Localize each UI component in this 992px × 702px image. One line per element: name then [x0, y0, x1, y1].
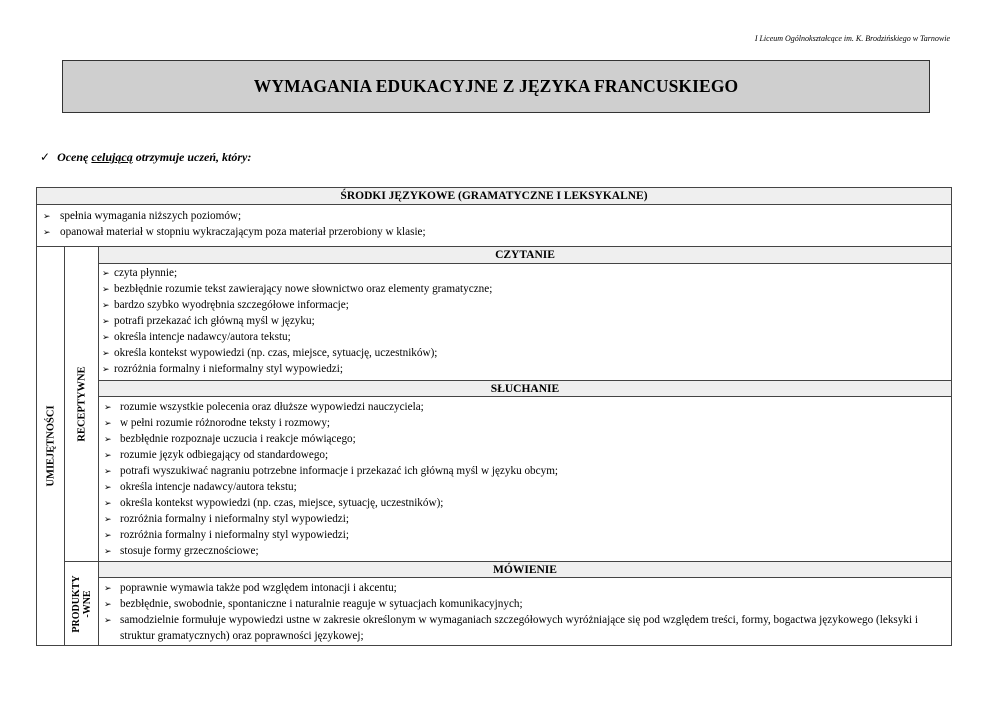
arrow-icon: ➢	[102, 348, 110, 358]
arrow-icon: ➢	[104, 482, 112, 492]
grade-prefix: Ocenę	[57, 150, 89, 164]
check-icon: ✓	[40, 150, 51, 164]
arrow-icon: ➢	[104, 615, 112, 625]
arrow-icon: ➢	[102, 332, 110, 342]
srodki-list	[37, 205, 951, 247]
arrow-icon: ➢	[104, 546, 112, 556]
arrow-icon: ➢	[104, 583, 112, 593]
list-item: ➢ rozumie język odbiegający od standardowego;	[104, 449, 329, 461]
list-item: ➢ określa kontekst wypowiedzi (np. czas, miejsce, sytuację, uczestników);	[102, 347, 438, 359]
list-item: ➢ potrafi przekazać ich główną myśl w języku;	[102, 315, 315, 327]
sluchanie-list	[99, 398, 951, 562]
list-item: ➢ samodzielnie formułuje wypowiedzi ustne w zakresie określonym w wymaganiach szczegółowych wyróżniające się pod względem treści, formy, bogactwa językowego (leksyki i struktur gramatycznych) oraz poprawności językowej;	[104, 614, 918, 642]
arrow-icon: ➢	[104, 434, 112, 444]
arrow-icon: ➢	[104, 599, 112, 609]
section-header-mowienie: MÓWIENIE	[99, 561, 951, 578]
arrow-icon: ➢	[104, 402, 112, 412]
section-header-sluchanie: SŁUCHANIE	[99, 380, 951, 397]
arrow-icon: ➢	[102, 364, 110, 374]
grade-line	[40, 150, 251, 165]
list-item: ➢ bardzo szybko wyodrębnia szczegółowe informacje;	[102, 299, 349, 311]
grade-suffix: otrzymuje uczeń, który:	[135, 150, 252, 164]
arrow-icon: ➢	[102, 316, 110, 326]
arrow-icon: ➢	[104, 514, 112, 524]
list-item: ➢ określa intencje nadawcy/autora tekstu;	[102, 331, 291, 343]
list-item: ➢ stosuje formy grzecznościowe;	[104, 545, 259, 557]
section-header-srodki: ŚRODKI JĘZYKOWE (GRAMATYCZNE I LEKSYKALNE)	[37, 188, 951, 205]
page-title: WYMAGANIA EDUKACYJNE Z JĘZYKA FRANCUSKIEGO	[62, 60, 930, 113]
list-item: ➢ określa kontekst wypowiedzi (np. czas, miejsce, sytuację, uczestników);	[104, 497, 444, 509]
requirements-table	[36, 187, 952, 646]
produktywne-label: PRODUKTY -WNE	[70, 574, 93, 633]
produktywne-column	[65, 562, 99, 645]
arrow-icon: ➢	[102, 284, 110, 294]
mowienie-list	[99, 579, 951, 645]
umiejetnosci-label: UMIEJĘTNOŚCI	[45, 405, 56, 487]
list-item: ➢ rozróżnia formalny i nieformalny styl wypowiedzi;	[102, 363, 343, 375]
receptywne-label: RECEPTYWNE	[76, 366, 87, 442]
arrow-icon: ➢	[104, 418, 112, 428]
list-item: ➢ rozumie wszystkie polecenia oraz dłuższe wypowiedzi nauczyciela;	[104, 401, 424, 413]
arrow-icon: ➢	[104, 530, 112, 540]
list-item: ➢ bezbłędnie, swobodnie, spontaniczne i naturalnie reaguje w sytuacjach komunikacyjnych;	[104, 598, 523, 610]
school-name: I Liceum Ogólnokształcące im. K. Brodzińskiego w Tarnowie	[754, 34, 950, 43]
grade-name: celującą	[91, 150, 133, 164]
arrow-icon: ➢	[104, 450, 112, 460]
arrow-icon: ➢	[43, 211, 51, 221]
receptywne-column	[65, 247, 99, 562]
umiejetnosci-column	[37, 247, 65, 645]
list-item: ➢ rozróżnia formalny i nieformalny styl wypowiedzi;	[104, 513, 349, 525]
list-item: ➢ bezbłędnie rozumie tekst zawierający nowe słownictwo oraz elementy gramatyczne;	[102, 283, 493, 295]
arrow-icon: ➢	[104, 466, 112, 476]
arrow-icon: ➢	[102, 268, 110, 278]
list-item: ➢ poprawnie wymawia także pod względem intonacji i akcentu;	[104, 582, 397, 594]
skills-area	[99, 247, 951, 645]
arrow-icon: ➢	[104, 498, 112, 508]
list-item: ➢ w pełni rozumie różnorodne teksty i rozmowy;	[104, 417, 331, 429]
list-item: ➢ czyta płynnie;	[102, 267, 178, 279]
section-header-czytanie: CZYTANIE	[99, 247, 951, 264]
list-item: ➢ potrafi wyszukiwać nagraniu potrzebne informacje i przekazać ich główną myśl w języku obcym;	[104, 465, 559, 477]
list-item: ➢ spełnia wymagania niższych poziomów;	[43, 210, 242, 222]
czytanie-list	[99, 264, 951, 380]
arrow-icon: ➢	[43, 227, 51, 237]
list-item: ➢ określa intencje nadawcy/autora tekstu;	[104, 481, 297, 493]
list-item: ➢ bezbłędnie rozpoznaje uczucia i reakcje mówiącego;	[104, 433, 356, 445]
list-item: ➢ opanował materiał w stopniu wykraczającym poza materiał przerobiony w klasie;	[43, 226, 426, 238]
list-item: ➢ rozróżnia formalny i nieformalny styl wypowiedzi;	[104, 529, 349, 541]
arrow-icon: ➢	[102, 300, 110, 310]
